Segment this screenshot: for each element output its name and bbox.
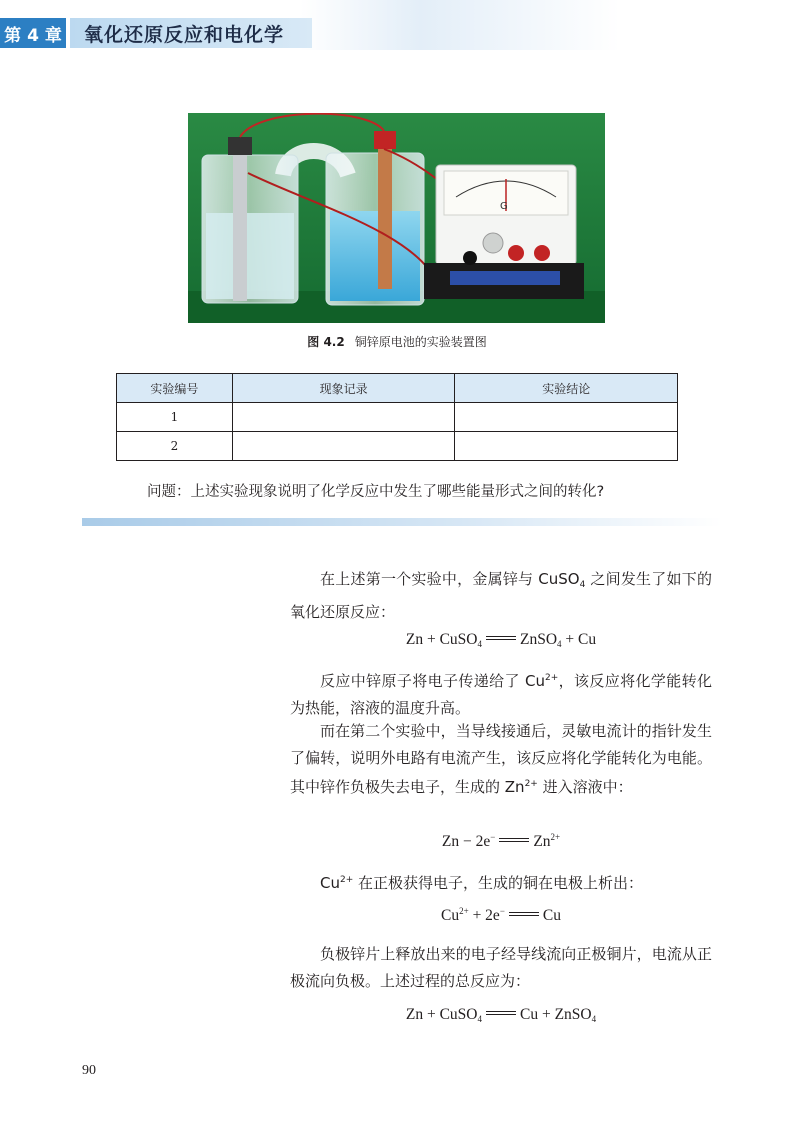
table-cell-number: 1 bbox=[117, 403, 233, 432]
equals-sign bbox=[486, 1011, 516, 1015]
paragraph-3: 而在第二个实验中，当导线接通后，灵敏电流计的指针发生了偏转，说明外电路有电流产生，该反应将化学能转化为电能。其中锌作负极失去电子，生成的 $Zn^{2+}$ 进入溶液中： bbox=[290, 722, 712, 796]
page-number: 90 bbox=[82, 1063, 96, 1078]
equals-sign bbox=[509, 912, 539, 916]
paragraph-5: 负极锌片上释放出来的电子经导线流向正极铜片，电流从正极流向负极。上述过程的总反应为： bbox=[290, 945, 712, 990]
figure-number: 图 4.2 bbox=[307, 335, 345, 349]
figure-caption bbox=[0, 333, 794, 350]
figure-title: 铜锌原电池的实验装置图 bbox=[354, 335, 487, 349]
table-header-row bbox=[117, 374, 678, 403]
table-row bbox=[117, 432, 678, 461]
experiment-record-table bbox=[116, 373, 678, 461]
meter-letter: G bbox=[500, 201, 508, 212]
table-cell-number: 2 bbox=[117, 432, 233, 461]
header-experiment-number: 实验编号 bbox=[117, 374, 233, 403]
zinc-electrode bbox=[233, 153, 247, 301]
equation-2: Zn − 2e− $Zn^{2+}$ bbox=[441, 832, 561, 850]
chapter-label: 第 4 章 bbox=[0, 18, 66, 48]
paragraph-2: 反应中锌原子将电子传递给了 $Cu^{2+}$，该反应将化学能转化为热能，溶液的温度升高。 bbox=[290, 672, 712, 717]
header-phenomenon-record: 现象记录 bbox=[232, 374, 455, 403]
equation-3: $Cu^{2+} + 2e^-$ Cu bbox=[441, 906, 561, 924]
paragraph-4: $Cu^{2+}$ 在正极获得电子，生成的铜在电极上析出： bbox=[320, 874, 644, 892]
section-divider bbox=[82, 518, 722, 526]
table-cell-conclusion bbox=[455, 432, 678, 461]
experiment-photo bbox=[188, 113, 605, 323]
table-cell-phenomenon bbox=[232, 432, 455, 461]
table-cell-phenomenon bbox=[232, 403, 455, 432]
table-cell-conclusion bbox=[455, 403, 678, 432]
copper-electrode bbox=[378, 149, 392, 289]
copper-sulfate-solution bbox=[330, 211, 420, 301]
question-text: 问题：上述实验现象说明了化学反应中发生了哪些能量形式之间的转化? bbox=[147, 484, 605, 500]
chapter-title: 氧化还原反应和电化学 bbox=[70, 18, 312, 48]
table-row bbox=[117, 403, 678, 432]
equation-4: Zn + CuSO$_4$ Cu + ZnSO$_4$ bbox=[405, 1006, 597, 1024]
header-experiment-conclusion: 实验结论 bbox=[455, 374, 678, 403]
equals-sign bbox=[486, 636, 516, 640]
paragraph-1: 在上述第一个实验中，金属锌与 CuSO$_4$ 之间发生了如下的氧化还原反应： bbox=[290, 570, 712, 621]
equals-sign bbox=[499, 838, 529, 842]
galvanometer bbox=[424, 165, 584, 299]
equation-1: Zn + CuSO$_4$ ZnSO$_4$ + Cu bbox=[405, 631, 597, 649]
experiment-illustration bbox=[188, 113, 605, 323]
